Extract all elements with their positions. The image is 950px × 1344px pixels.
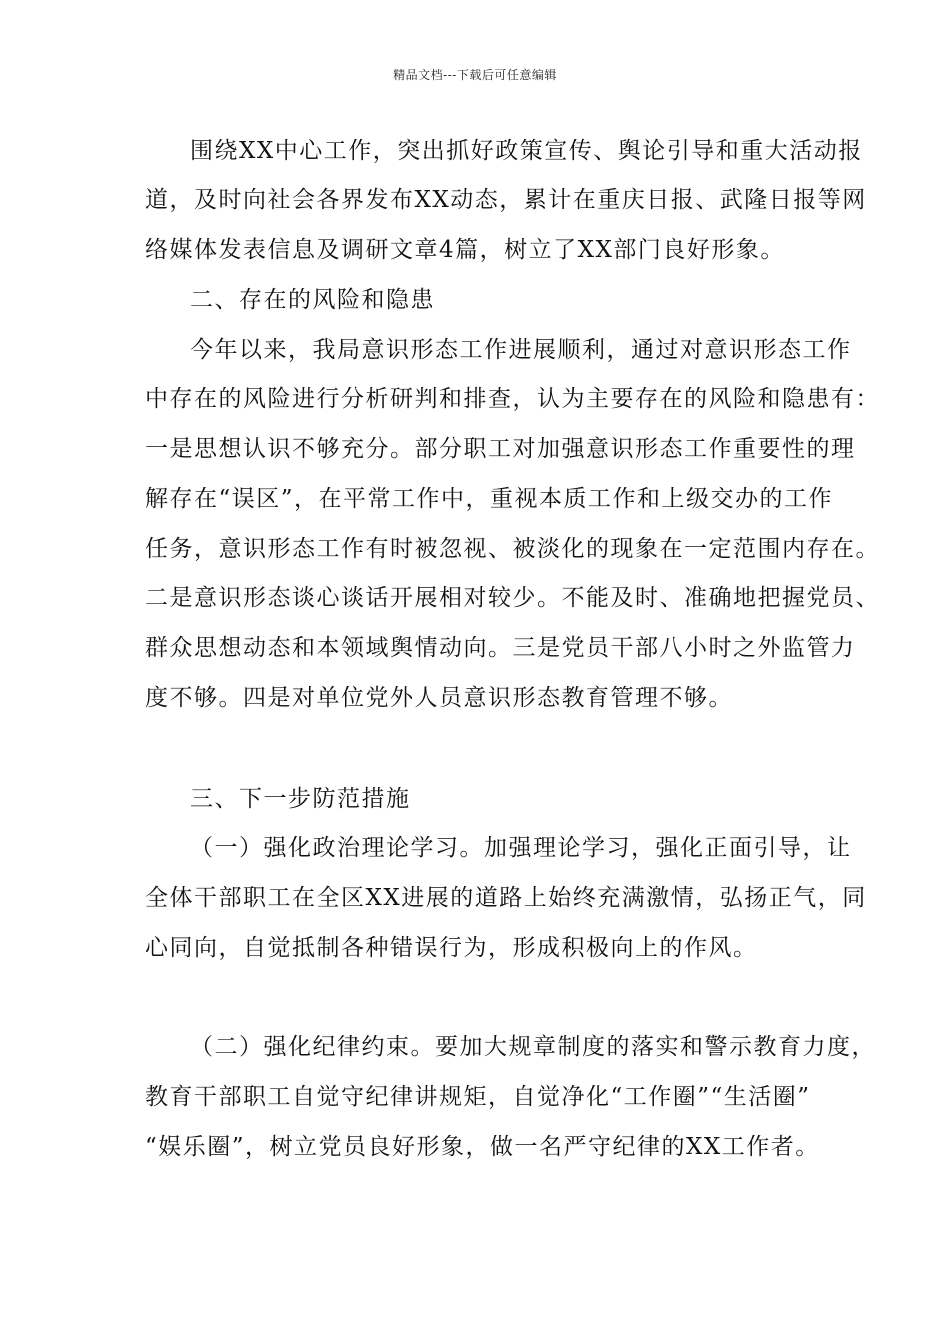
paragraph-line-10: 群众思想动态和本领域舆情动向。三是党员干部八小时之外监管力 — [145, 635, 856, 661]
paragraph-line-11: 度不够。四是对单位党外人员意识形态教育管理不够。 — [145, 685, 733, 711]
paragraph-line-16: 教育干部职工自觉守纪律讲规矩，自觉净化“工作圈”“生活圈” — [145, 1084, 811, 1110]
page-header: 精品文档---下载后可任意编辑 — [393, 68, 557, 82]
paragraph-line-14: 心同向，自觉抵制各种错误行为，形成积极向上的作风。 — [145, 935, 758, 961]
paragraph-line-4: 今年以来，我局意识形态工作进展顺利，通过对意识形态工作 — [190, 337, 852, 363]
paragraph-line-9: 二是意识形态谈心谈话开展相对较少。不能及时、准确地把握党员、 — [145, 585, 880, 611]
section-heading-risks: 二、存在的风险和隐患 — [190, 287, 435, 313]
paragraph-line-8: 任务，意识形态工作有时被忽视、被淡化的现象在一定范围内存在。 — [145, 536, 880, 562]
paragraph-line-17: “娱乐圈”，树立党员良好形象，做一名严守纪律的XX工作者。 — [145, 1134, 820, 1160]
paragraph-line-15: （二）强化纪律约束。要加大规章制度的落实和警示教育力度， — [190, 1034, 876, 1060]
paragraph-line-5: 中存在的风险进行分析研判和排查，认为主要存在的风险和隐患有： — [145, 386, 880, 412]
paragraph-line-12: （一）强化政治理论学习。加强理论学习，强化正面引导，让 — [190, 835, 852, 861]
section-heading-measures: 三、下一步防范措施 — [190, 786, 411, 812]
paragraph-line-2: 道，及时向社会各界发布XX动态，累计在重庆日报、武隆日报等网 — [145, 187, 867, 213]
paragraph-line-6: 一是思想认识不够充分。部分职工对加强意识形态工作重要性的理 — [145, 436, 856, 462]
paragraph-line-3: 络媒体发表信息及调研文章4篇，树立了XX部门良好形象。 — [145, 237, 785, 263]
paragraph-line-1: 围绕XX中心工作，突出抓好政策宣传、舆论引导和重大活动报 — [190, 138, 863, 164]
paragraph-line-7: 解存在“误区”，在平常工作中，重视本质工作和上级交办的工作 — [145, 486, 834, 512]
paragraph-line-13: 全体干部职工在全区XX进展的道路上始终充满激情，弘扬正气，同 — [145, 885, 867, 911]
